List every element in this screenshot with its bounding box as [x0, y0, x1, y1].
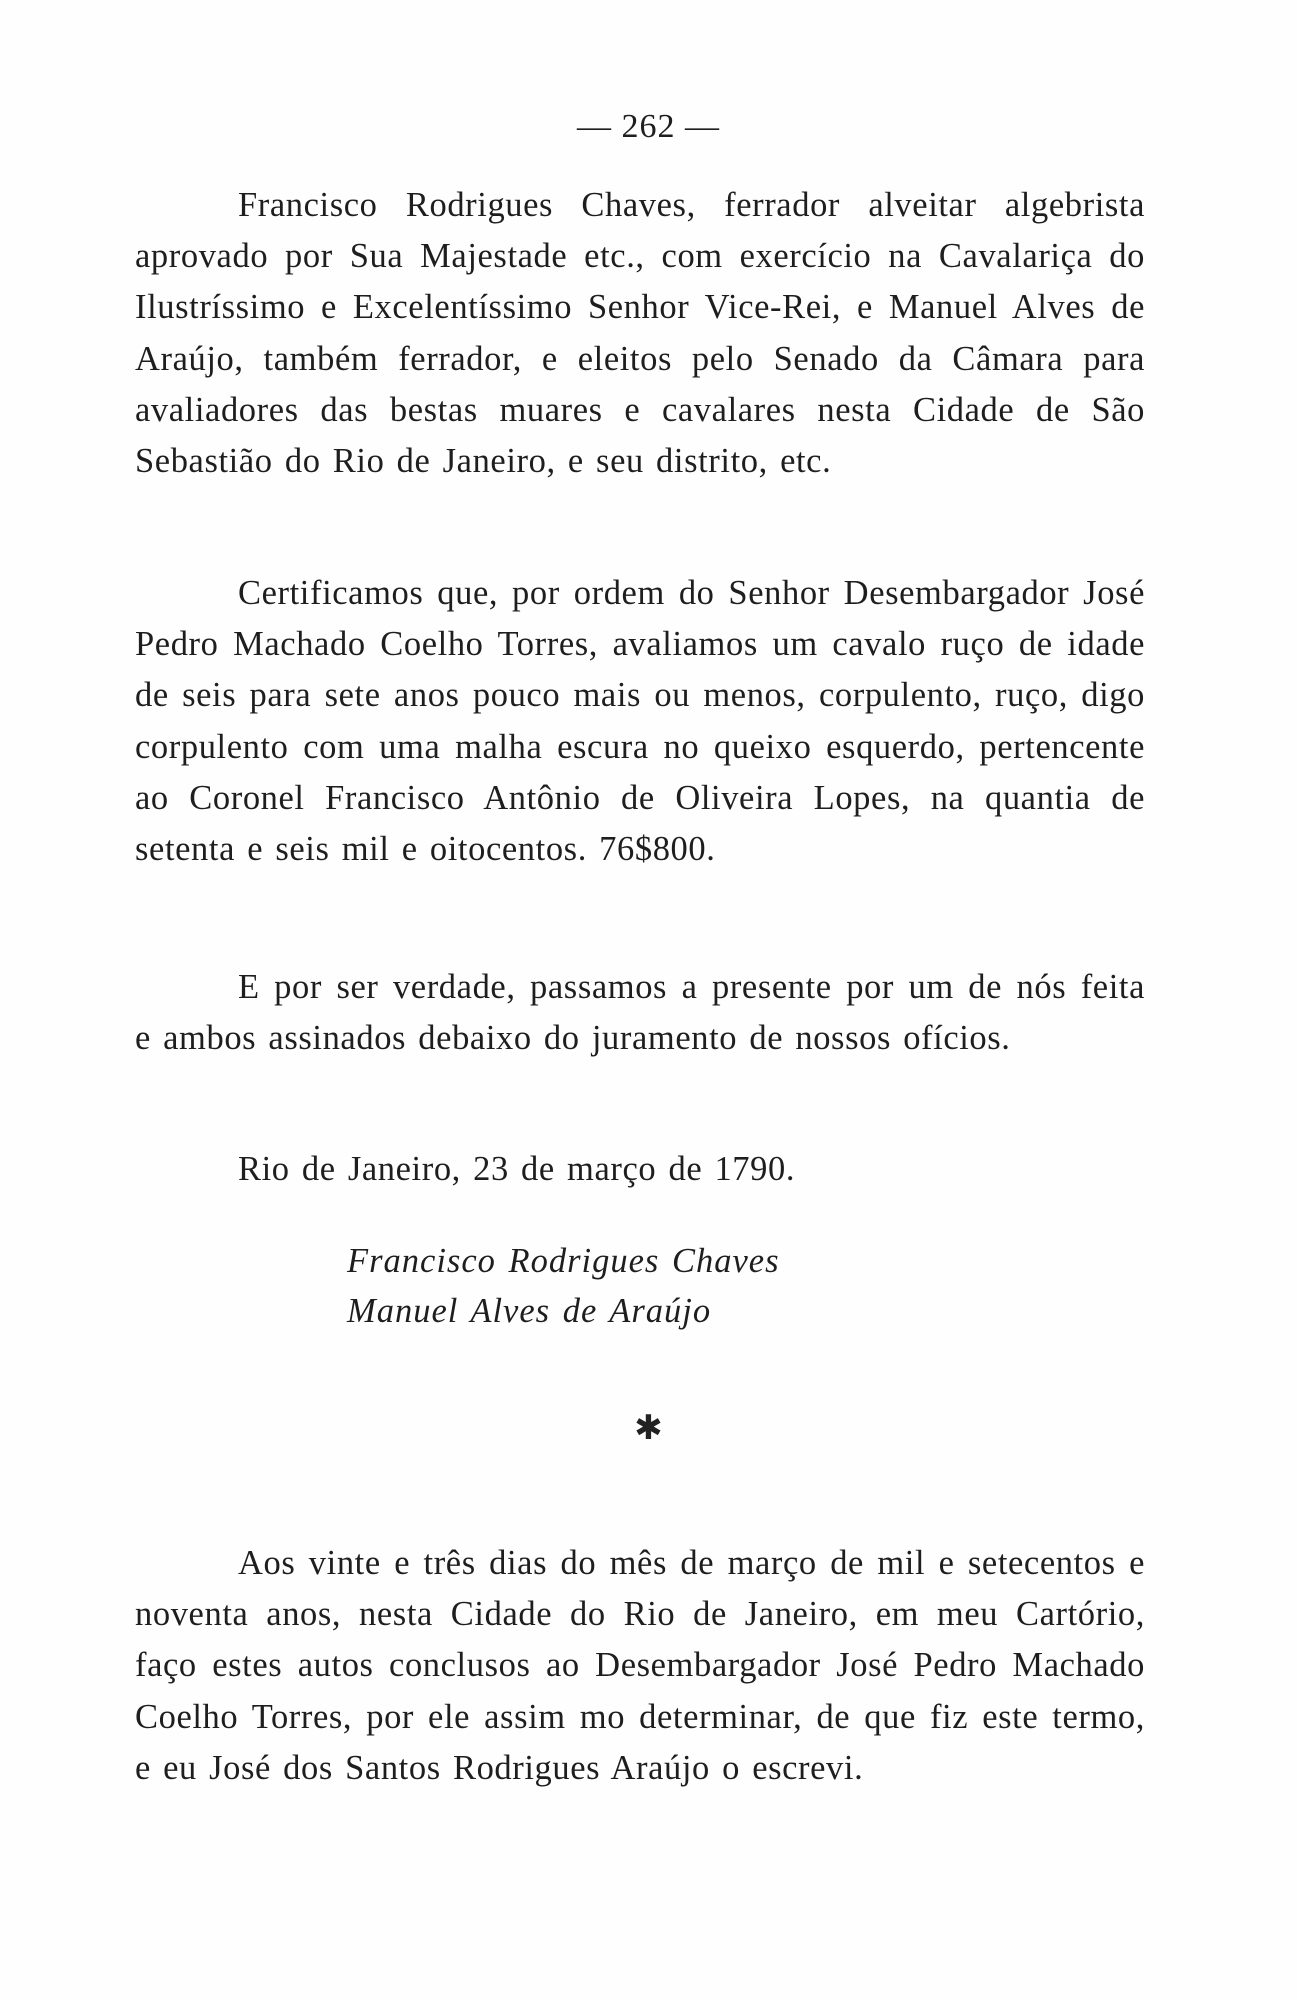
paragraph-preamble — [135, 180, 1145, 487]
paragraph-text: Aos vinte e três dias do mês de março de mil e setecentos e noventa anos, nesta Cidade do Rio de Janeiro, em meu Cartório, faço estes autos conclusos ao Desembargador José Pedro Machado Coelho Torres, por ele assim mo determinar, de que fiz este termo, e eu José dos Santos Rodrigues Araújo o escrevi. — [135, 1544, 1145, 1787]
signature-block — [347, 1236, 780, 1336]
paragraph-text: Francisco Rodrigues Chaves, ferrador alveitar algebrista aprovado por Sua Majestade etc., com exercício na Cavalariça do Ilustríssimo e Excelentíssimo Senhor Vice-Rei, e Manuel Alves de Araújo, também ferrador, e eleitos pelo Senado da Câmara para avaliadores das bestas muares e cavalares nesta Cidade de São Sebastião do Rio de Janeiro, e seu distrito, etc. — [135, 186, 1145, 481]
paragraph-text: E por ser verdade, passamos a presente por um de nós feita e ambos assinados debaixo do juramento de nossos ofícios. — [135, 968, 1145, 1058]
paragraph-attestation — [135, 962, 1145, 1064]
asterisk-divider-icon: ✱ — [634, 1408, 663, 1448]
paragraph-conclusion — [135, 1538, 1145, 1794]
page-number: — 262 — — [577, 108, 720, 145]
paragraph-text: Certificamos que, por ordem do Senhor Desembargador José Pedro Machado Coelho Torres, avaliamos um cavalo ruço de idade de seis para sete anos pouco mais ou menos, corpulento, ruço, digo corpulento com uma malha escura no queixo esquerdo, pertencente ao Coronel Francisco Antônio de Oliveira Lopes, na quantia de setenta e seis mil e oitocentos. 76$800. — [135, 574, 1145, 869]
date-line: Rio de Janeiro, 23 de março de 1790. — [238, 1150, 796, 1188]
signature-name: Manuel Alves de Araújo — [347, 1292, 712, 1330]
paragraph-certification — [135, 568, 1145, 875]
signature-name: Francisco Rodrigues Chaves — [347, 1242, 780, 1280]
